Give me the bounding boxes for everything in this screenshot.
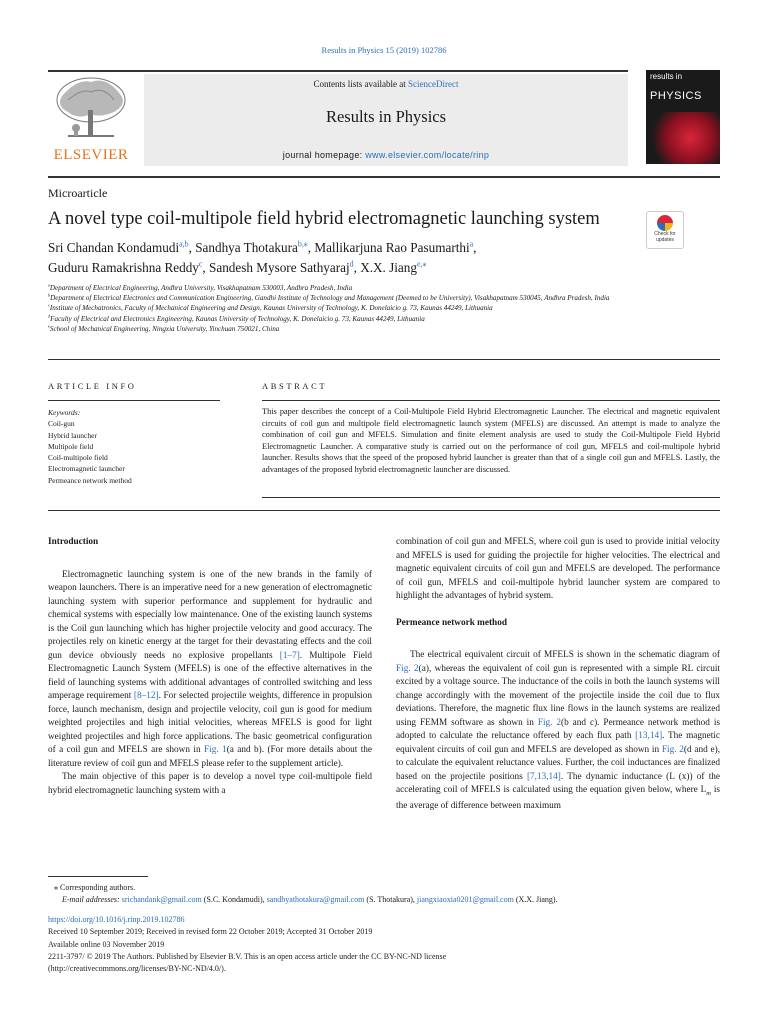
footnotes <box>48 882 720 906</box>
figure-link[interactable]: Fig. 2 <box>537 717 562 728</box>
email-link[interactable]: sandhyathotakura@gmail.com <box>266 895 365 904</box>
affiliation-rule <box>48 359 720 360</box>
tree-icon <box>48 74 134 144</box>
affiliation <box>48 324 720 334</box>
abstract-heading: ABSTRACT <box>262 381 328 391</box>
affiliation <box>48 293 720 303</box>
text-run: Electromagnetic launching system is one of the new brands in the family of weapon launchers. There is an imperative need for a new generation of electromagnetic launching system with superior performance and supplement for hydraulic and chemical systems with especially low maintenance. One of the existing launch systems is the Coil gun launching which has higher projectile velocity and good accuracy. The projectiles rely on kinetic energy at the target for their devastating effects and the coil gun device obviously needs no explosive propellants <box>48 569 372 661</box>
license-line-1: 2211-3797/ © 2019 The Authors. Published by Elsevier B.V. This is an open access article under the CC BY-NC-ND license <box>48 951 447 961</box>
citation-link[interactable]: [7,13,14] <box>526 771 561 782</box>
citation-link[interactable]: [13,14] <box>635 731 663 741</box>
text-run: (a), whereas the equivalent of coil gun is represented with a simple RL circuit excited by a voltage source. The inductance of the coils in both the launch systems will change accordingly with the movement of the projectile inside the coil due to flux deviations. Therefore, the magnetic flux line flows in the launch systems are realized using FEMM software as shown in <box>396 663 720 728</box>
figure-link[interactable]: Fig. 1 <box>204 745 227 755</box>
abstract-bottom-rule <box>262 497 720 498</box>
permeance-paragraph <box>396 649 720 814</box>
keyword: Coil-multipole field <box>48 453 108 463</box>
keyword: Hybrid launcher <box>48 430 97 440</box>
affiliation <box>48 303 720 313</box>
affiliation-marker: b <box>48 292 51 298</box>
text-run: . For selected projectile weights, difference in propulsion force, launch mechanism, design and projectile velocity, coil gun is good for medium weighted projectiles and high initial velocities, whereas MFELS is good for light weighted projectiles and high force applications. The basic geometrical configuration of a coil gun and MFELS are shown in <box>48 691 372 755</box>
journal-cover[interactable] <box>646 70 720 164</box>
keywords-label: Keywords: <box>48 408 81 417</box>
intro-paragraph-1 <box>48 569 372 772</box>
homepage-link[interactable]: www.elsevier.com/locate/rinp <box>365 150 490 160</box>
affiliation-text: Institute of Mechatronics, Faculty of Mechanical Engineering and Design, Kaunas University of Technology, K. Donelaicio g. 73, Kaunas 44249, Lithuania <box>49 304 493 313</box>
author-affiliation-marker[interactable]: a,b <box>179 239 189 249</box>
article-info-rule <box>48 400 220 401</box>
author-affiliation-marker[interactable]: c <box>198 259 203 269</box>
elsevier-logo[interactable] <box>48 74 134 166</box>
keyword: Electromagnetic launcher <box>48 464 125 474</box>
right-column <box>396 536 720 814</box>
corresponding-note: ⁎ Corresponding authors. <box>54 883 136 892</box>
text-run: . The dynamic inductance (L (x)) of the accelerating coil of MFELS is calculated using the equation given below, where L <box>396 771 721 795</box>
contents-line <box>144 79 628 89</box>
homepage-prefix: journal homepage: <box>282 150 366 160</box>
author-separator: , <box>473 240 477 255</box>
citation-link[interactable]: [1–7] <box>279 650 300 661</box>
text-run: is the average of difference between maximum <box>396 785 720 812</box>
affiliation <box>48 314 720 324</box>
left-column <box>48 536 372 798</box>
email-owner: (S. Thotakura), <box>364 895 417 904</box>
header-rule <box>48 176 720 178</box>
author-name[interactable]: Sandhya Thotakura <box>195 240 298 255</box>
intro-paragraph-continued: combination of coil gun and MFELS, where coil gun is used to provide initial velocity and MFELS is used for guiding the projectile for higher velocities. The electrical and magnetic equivalent circuits of coil gun and MFELS are developed. The performance of coil gun, MFELS and coil-multipole hybrid launcher system are compared to highlight the advantages of hybrid system. <box>396 537 720 601</box>
affiliation-text: School of Mechanical Engineering, Ningxia University, Yinchuan 750021, China <box>49 324 280 333</box>
author-name[interactable]: Sandesh Mysore Sathyaraj <box>209 260 350 275</box>
intro-paragraph-2: The main objective of this paper is to develop a novel type coil-multipole field hybrid electromagnetic launching system with a <box>48 772 372 796</box>
author-name[interactable]: X.X. Jiang <box>360 260 417 275</box>
affiliation-marker: a <box>48 282 50 288</box>
subscript: m <box>706 789 711 797</box>
author-affiliation-marker[interactable]: d <box>349 259 354 269</box>
masthead <box>48 70 720 166</box>
footnote-rule <box>48 876 148 877</box>
permeance-heading: Permeance network method <box>396 617 507 628</box>
journal-reference[interactable]: Results in Physics 15 (2019) 102786 <box>321 45 447 55</box>
spacer <box>396 604 720 617</box>
publication-info <box>48 914 720 975</box>
citation-link[interactable]: [8–12] <box>133 691 159 701</box>
journal-title: Results in Physics <box>325 107 447 126</box>
author-affiliation-marker[interactable]: b,⁎ <box>297 239 308 249</box>
email-owner: (X.X. Jiang). <box>513 895 558 904</box>
section-label: Microarticle <box>48 186 108 200</box>
email-link[interactable]: jiangxiaoxia0201@gmail.com <box>416 895 514 904</box>
affiliation-marker: d <box>48 313 51 319</box>
homepage-line <box>144 150 628 160</box>
text-run: (b and c). Permeance network method is adopted to calculate the reluctance offered by each flux path <box>396 717 720 741</box>
masthead-center <box>144 74 628 166</box>
cover-title: PHYSICS <box>650 90 702 102</box>
author-name[interactable]: Guduru Ramakrishna Reddy <box>48 260 199 275</box>
crossmark-label: Check for updates <box>654 231 676 243</box>
text-run: (a and b). (For more details about the literature review of coil gun and MFELS please refer to the supplement article). <box>48 745 372 769</box>
crossmark-icon <box>657 215 673 231</box>
keyword: Permeance network method <box>48 475 132 485</box>
abstract-rule <box>262 400 720 401</box>
available-date: Available online 03 November 2019 <box>48 939 165 949</box>
keywords-block <box>48 407 132 486</box>
email-addresses <box>48 894 720 906</box>
text-run: . Multipole Field Electromagnetic Launch System (MFELS) is one of the effective alternatives in the field of launching systems with additional advantages of controlled switching and less amperage requirement <box>48 650 373 701</box>
author-separator: , <box>202 260 210 275</box>
keyword: Coil-gun <box>48 419 75 429</box>
cover-top-text: results in <box>650 72 683 81</box>
email-owner: (S.C. Kondamudi), <box>201 895 267 904</box>
author-affiliation-marker[interactable]: a <box>469 239 474 249</box>
author-name[interactable]: Mallikarjuna Rao Pasumarthi <box>314 240 470 255</box>
license-line-2: (http://creativecommons.org/licenses/BY-NC-ND/4.0/). <box>48 964 226 974</box>
affiliation-text: Department of Electrical Electronics and Communication Engineering, Gandhi Institute of Technology and Management (Deemed to be University), Visakhapatnam 530045, Andhra Pradesh, India <box>50 294 610 303</box>
cover-image <box>646 112 720 164</box>
doi-link[interactable]: https://doi.org/10.1016/j.rinp.2019.102786 <box>48 915 185 924</box>
author-list <box>48 238 638 278</box>
email-label: E-mail addresses: <box>62 895 122 904</box>
elsevier-wordmark: ELSEVIER <box>53 147 129 163</box>
crossmark-badge[interactable] <box>646 211 684 249</box>
author-name[interactable]: Sri Chandan Kondamudi <box>48 240 180 255</box>
article-title: A novel type coil-multipole field hybrid electromagnetic launching system <box>48 209 600 229</box>
author-separator: , <box>307 240 315 255</box>
abstract-text: This paper describes the concept of a Coil-Multipole Field Hybrid Electromagnetic Launcher. The electrical and magnetic equivalent circuits of coil gun and multipole field electromagnetic launch system (MFELS) are discussed. An attempt is made to analyze the combination of coil gun and MFELS. Simulation and finite element analysis are used to study the Coil-Multipole Field Hybrid Electromagnetic Launcher. A comparative study is carried out on the performance of coil gun, MFELS and coil-multipole hybrid launcher. Results shows that the speed of the proposed hybrid launcher is greater than that of a single coil gun and MFELS. Lastly, the advantages of the proposed hybrid electromagnetic launcher are discussed. <box>262 407 720 474</box>
affiliation <box>48 283 720 293</box>
text-run: The electrical equivalent circuit of MFELS is shown in the schematic diagram of <box>410 650 720 660</box>
text-run: (d and e), to calculate the equivalent reluctance values. Further, the coil inductances are finalized based on the projectile positions <box>396 744 721 782</box>
figure-link[interactable]: Fig. 2 <box>396 663 419 674</box>
figure-link[interactable]: Fig. 2 <box>661 744 684 755</box>
author-affiliation-marker[interactable]: e,⁎ <box>416 259 427 269</box>
article-info-heading: ARTICLE INFO <box>48 381 137 391</box>
author-separator: , <box>188 240 196 255</box>
affiliation-text: Department of Electrical Engineering, Andhra University, Visakhapatnam 530003, Andhra Pradesh, India <box>49 284 353 292</box>
contents-prefix: Contents lists available at <box>313 79 408 89</box>
affiliation-marker: e <box>48 323 50 329</box>
masthead-rule <box>48 70 628 72</box>
keyword: Multipole field <box>48 441 94 451</box>
affiliations <box>48 283 720 334</box>
body-top-rule <box>48 510 720 511</box>
email-link[interactable]: srichandank@gmail.com <box>121 895 202 904</box>
text-run: . The magnetic equivalent circuits of coil gun and MFELS are developed as shown in <box>396 731 720 755</box>
affiliation-marker: c <box>48 303 50 309</box>
introduction-heading: Introduction <box>48 537 99 547</box>
affiliation-text: Faculty of Electrical and Electronics Engineering, Kaunas University of Technology, K. Donelaicio g. 73, Kaunas 44249, Lithuania <box>50 314 425 323</box>
received-dates: Received 10 September 2019; Received in revised form 22 October 2019; Accepted 31 October 2019 <box>48 927 373 937</box>
sciencedirect-link[interactable]: ScienceDirect <box>408 79 459 89</box>
author-separator: , <box>353 260 361 275</box>
